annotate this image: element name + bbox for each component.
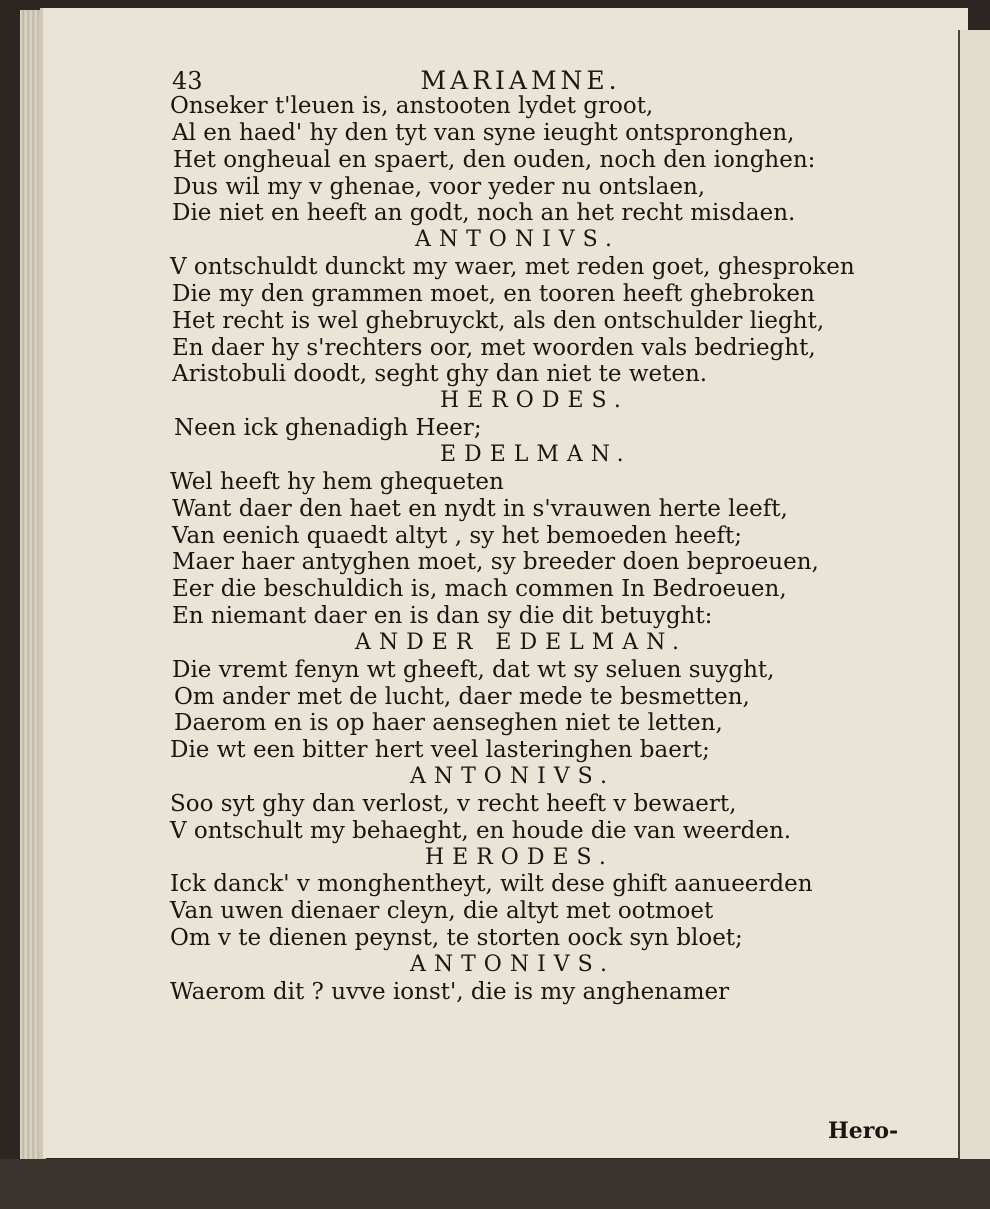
speaker-name: ANTONIVS. — [415, 227, 620, 253]
verse-line: Eer die beschuldich is, mach commen In Bedroeuen, — [172, 576, 787, 603]
speaker-name: ANDER EDELMAN. — [355, 629, 688, 655]
verse-line: Om ander met de lucht, daer mede te besmetten, — [174, 683, 750, 710]
verse-line: Maer haer antyghen moet, sy breeder doen beproeuen, — [172, 549, 819, 576]
verse-text — [170, 93, 890, 1006]
speaker-name: HERODES. — [425, 844, 614, 870]
verse-line: En niemant daer en is dan sy die dit betuyght: — [172, 603, 713, 630]
verse-line: Van uwen dienaer cleyn, die altyt met ootmoet — [170, 898, 714, 925]
verse-line: Die niet en heeft an godt, noch an het recht misdaen. — [172, 200, 796, 227]
facing-page-edge — [958, 30, 990, 1160]
verse-line: Wel heeft hy hem ghequeten — [170, 468, 504, 495]
verse-line: Daerom en is op haer aenseghen niet te letten, — [174, 710, 723, 737]
speaker-name: EDELMAN. — [440, 441, 632, 467]
verse-line: Ick danck' v monghentheyt, wilt dese ghift aanueerden — [170, 871, 813, 898]
verse-line: Al en haed' hy den tyt van syne ieught ontspronghen, — [172, 119, 795, 146]
speaker-name: ANTONIVS. — [410, 764, 615, 790]
catchword: Hero- — [828, 1118, 899, 1144]
speaker-name: ANTONIVS. — [410, 952, 615, 977]
page-number: 43 — [172, 67, 203, 95]
verse-line: Want daer den haet en nydt in s'vrauwen herte leeft, — [172, 495, 788, 522]
verse-line: Die vremt fenyn wt gheeft, dat wt sy seluen suyght, — [172, 656, 775, 683]
speaker-name: HERODES. — [440, 388, 629, 414]
verse-line: V ontschuldt dunckt my waer, met reden goet, ghesproken — [170, 254, 855, 281]
running-header — [172, 66, 621, 95]
running-title: MARIAMNE. — [420, 66, 621, 95]
verse-line: Het ongheual en spaert, den ouden, noch den ionghen: — [173, 146, 816, 173]
verse-line: Die wt een bitter hert veel lasteringhen baert; — [170, 737, 710, 764]
verse-line: V ontschult my behaeght, en houde die van weerden. — [170, 817, 792, 844]
verse-line: Soo syt ghy dan verlost, v recht heeft v bewaert, — [170, 790, 737, 817]
verse-line: Dus wil my v ghenae, voor yeder nu ontslaen, — [173, 173, 706, 200]
verse-line: Die my den grammen moet, en tooren heeft ghebroken — [172, 280, 815, 307]
verse-line: Aristobuli doodt, seght ghy dan niet te weten. — [172, 361, 708, 388]
page-bottom-shadow — [0, 1159, 990, 1209]
verse-line: Waerom dit ? uvve ionst', die is my anghenamer — [170, 978, 730, 1005]
verse-line: Onseker t'leuen is, anstooten lydet groot, — [170, 93, 654, 119]
verse-line: Van eenich quaedt altyt , sy het bemoeden heeft; — [172, 522, 743, 549]
verse-line: Om v te dienen peynst, te storten oock syn bloet; — [170, 925, 743, 952]
verse-line: En daer hy s'rechters oor, met woorden vals bedrieght, — [172, 334, 816, 361]
verse-line: Het recht is wel ghebruyckt, als den ontschulder lieght, — [172, 307, 825, 334]
verse-line: Neen ick ghenadigh Heer; — [174, 415, 482, 442]
